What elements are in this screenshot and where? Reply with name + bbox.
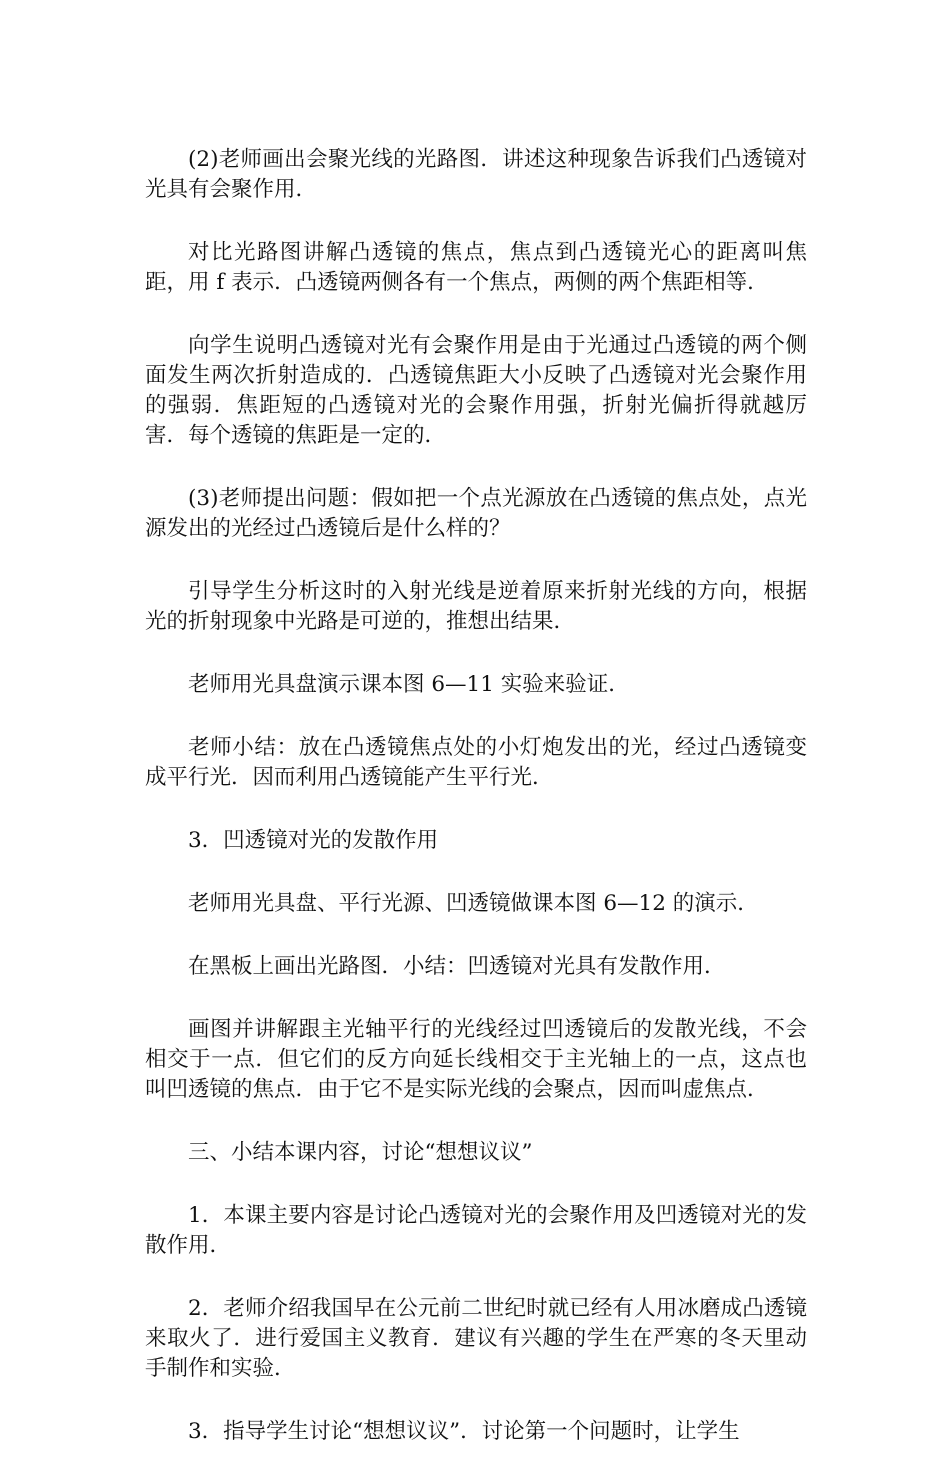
paragraph: 对比光路图讲解凸透镜的焦点，焦点到凸透镜光心的距离叫焦距，用 f 表示．凸透镜两侧各有一个焦点，两侧的两个焦距相等． (145, 240, 807, 295)
paragraph: 老师用光具盘、平行光源、凹透镜做课本图 6—12 的演示． (188, 891, 759, 916)
section-heading: 3．凹透镜对光的发散作用 (188, 828, 439, 853)
section-heading: 三、小结本课内容，讨论“想想议议” (188, 1140, 533, 1165)
document-body (145, 145, 807, 1480)
paragraph: 3．指导学生讨论“想想议议”．讨论第一个问题时，让学生 (188, 1419, 740, 1444)
paragraph: 老师用光具盘演示课本图 6—11 实验来验证． (188, 672, 630, 697)
paragraph: (3)老师提出问题：假如把一个点光源放在凸透镜的焦点处，点光源发出的光经过凸透镜后是什么样的？ (145, 486, 807, 541)
paragraph: 引导学生分析这时的入射光线是逆着原来折射光线的方向，根据光的折射现象中光路是可逆的，推想出结果． (145, 579, 807, 634)
paragraph: 在黑板上画出光路图．小结：凹透镜对光具有发散作用． (188, 954, 726, 979)
paragraph: 1．本课主要内容是讨论凸透镜对光的会聚作用及凹透镜对光的发散作用． (145, 1203, 807, 1258)
paragraph: (2)老师画出会聚光线的光路图．讲述这种现象告诉我们凸透镜对光具有会聚作用． (145, 147, 807, 202)
paragraph: 向学生说明凸透镜对光有会聚作用是由于光通过凸透镜的两个侧面发生两次折射造成的．凸透镜焦距大小反映了凸透镜对光会聚作用的强弱．焦距短的凸透镜对光的会聚作用强，折射光偏折得就越厉害．每个透镜的焦距是一定的． (145, 333, 807, 448)
paragraph: 2．老师介绍我国早在公元前二世纪时就已经有人用冰磨成凸透镜来取火了．进行爱国主义教育．建议有兴趣的学生在严寒的冬天里动手制作和实验． (145, 1296, 807, 1381)
paragraph: 老师小结：放在凸透镜焦点处的小灯炮发出的光，经过凸透镜变成平行光．因而利用凸透镜能产生平行光． (145, 735, 807, 790)
paragraph: 画图并讲解跟主光轴平行的光线经过凹透镜后的发散光线，不会相交于一点．但它们的反方向延长线相交于主光轴上的一点，这点也叫凹透镜的焦点．由于它不是实际光线的会聚点，因而叫虚焦点． (145, 1017, 807, 1102)
